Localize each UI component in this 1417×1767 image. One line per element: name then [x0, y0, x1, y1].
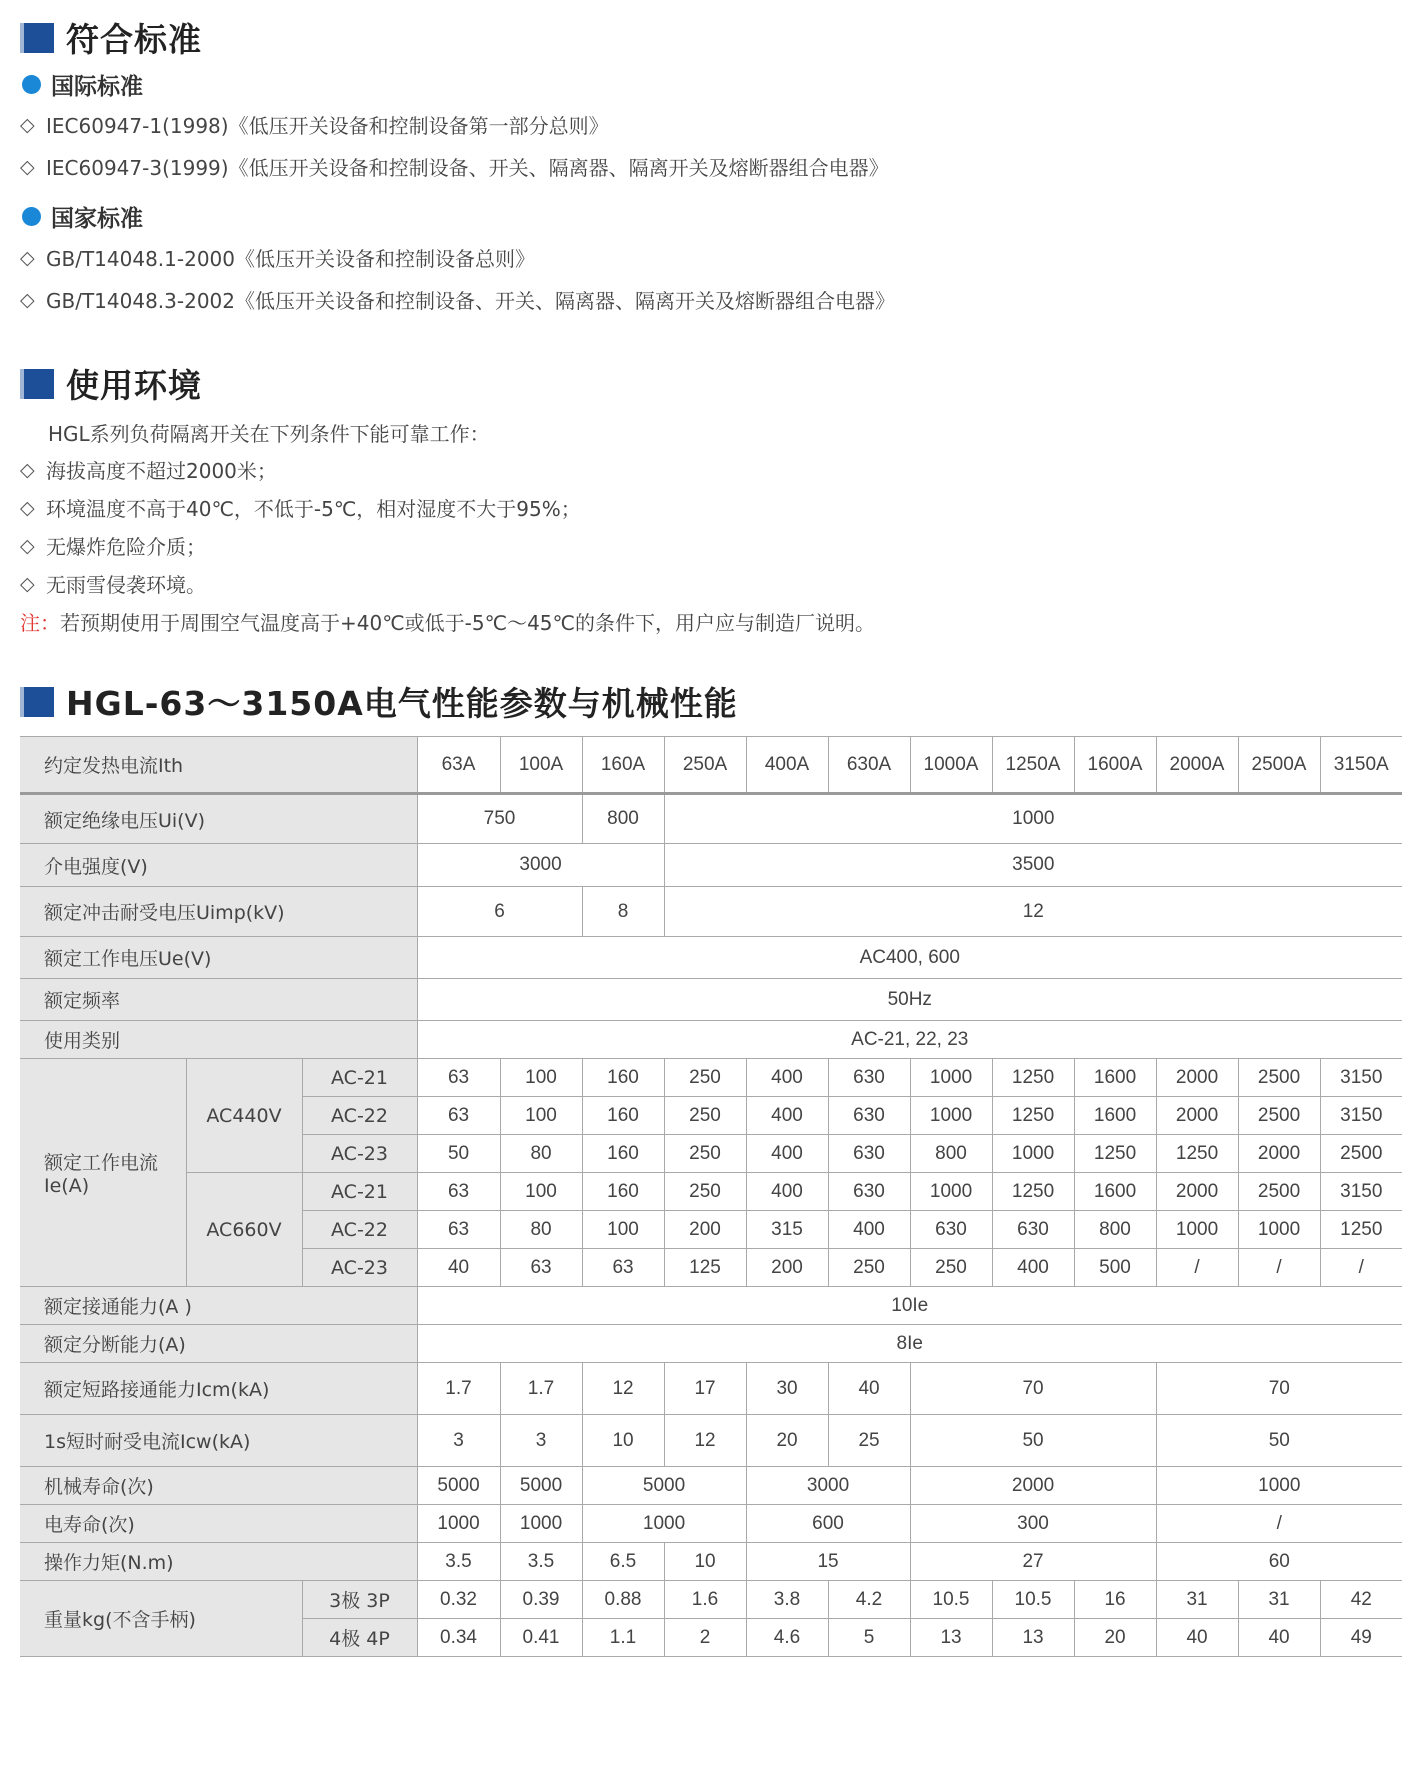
row-label: 操作力矩(N.m) [20, 1543, 417, 1581]
note-label: 注： [20, 611, 60, 635]
table-cell: 80 [500, 1211, 582, 1249]
subheading-national [22, 200, 143, 233]
list-item-text: GB/T14048.1-2000《低压开关设备和控制设备总则》 [46, 247, 535, 271]
row-label: 介电强度(V) [20, 844, 417, 887]
environment-note [20, 607, 875, 636]
section-title: 符合标准 [66, 20, 202, 59]
table-cell: 100A [500, 737, 582, 794]
table-cell: 250 [910, 1249, 992, 1287]
table-cell: 12 [664, 1415, 746, 1467]
table-cell: 630 [828, 1173, 910, 1211]
table-cell: 30 [746, 1363, 828, 1415]
table-cell: 1000 [910, 1097, 992, 1135]
table-cell: 31 [1238, 1581, 1320, 1619]
table-cell: 40 [1238, 1619, 1320, 1657]
table-cell: 3 [500, 1415, 582, 1467]
bullet-dot-icon [22, 75, 41, 94]
category-label: AC-23 [302, 1135, 417, 1173]
table-cell: 1.1 [582, 1619, 664, 1657]
table-cell: 2000 [1156, 1097, 1238, 1135]
table-cell: 1000 [582, 1505, 746, 1543]
table-cell: 2000 [910, 1467, 1156, 1505]
table-cell: 3.8 [746, 1581, 828, 1619]
table-cell: 13 [910, 1619, 992, 1657]
table-cell: 0.34 [417, 1619, 500, 1657]
table-cell: 12 [664, 887, 1402, 937]
table-cell: 5000 [582, 1467, 746, 1505]
table-cell: 3150A [1320, 737, 1402, 794]
row-label: 额定绝缘电压Ui(V) [20, 794, 417, 844]
list-item-text: 无爆炸危险介质； [46, 535, 206, 559]
table-cell: 10.5 [910, 1581, 992, 1619]
table-cell: 50 [910, 1415, 1156, 1467]
table-cell: 1000 [910, 1059, 992, 1097]
table-cell: 2000 [1156, 1059, 1238, 1097]
table-cell: 3000 [417, 844, 664, 887]
table-cell: 250 [828, 1249, 910, 1287]
list-item-text: 海拔高度不超过2000米； [46, 459, 277, 483]
table-row [20, 1363, 1402, 1415]
row-label: 额定分断能力(A) [20, 1325, 417, 1363]
table-cell: 800 [582, 794, 664, 844]
list-item [20, 243, 535, 272]
table-cell: 3.5 [500, 1543, 582, 1581]
table-cell: 2 [664, 1619, 746, 1657]
table-row [20, 1467, 1402, 1505]
table-cell: 3 [417, 1415, 500, 1467]
table-cell: 1000 [1156, 1211, 1238, 1249]
table-cell: 0.39 [500, 1581, 582, 1619]
row-label: 额定短路接通能力Icm(kA) [20, 1363, 417, 1415]
table-cell: / [1238, 1249, 1320, 1287]
list-item-text: GB/T14048.3-2002《低压开关设备和控制设备、开关、隔离器、隔离开关及熔断器组合电器》 [46, 289, 895, 313]
table-cell: 100 [500, 1097, 582, 1135]
table-cell: 1250 [1156, 1135, 1238, 1173]
table-cell: 20 [746, 1415, 828, 1467]
table-cell: 10Ie [417, 1287, 1402, 1325]
table-cell: 20 [1074, 1619, 1156, 1657]
table-cell: 63 [417, 1173, 500, 1211]
table-row [20, 1581, 1402, 1619]
table-cell: 27 [910, 1543, 1156, 1581]
table-cell: 0.88 [582, 1581, 664, 1619]
table-cell: 1000 [664, 794, 1402, 844]
table-row [20, 1287, 1402, 1325]
table-cell: AC-21, 22, 23 [417, 1021, 1402, 1059]
table-cell: / [1156, 1505, 1402, 1543]
subheading-international [22, 68, 143, 101]
table-cell: 100 [582, 1211, 664, 1249]
section-marker-icon [24, 687, 54, 717]
table-cell: 400 [992, 1249, 1074, 1287]
table-cell: 25 [828, 1415, 910, 1467]
performance-table [20, 736, 1402, 1657]
section-heading-standards [20, 14, 202, 61]
table-row [20, 1021, 1402, 1059]
table-cell: 2500 [1238, 1173, 1320, 1211]
voltage-label: AC660V [186, 1173, 302, 1287]
table-cell: 630 [910, 1211, 992, 1249]
table-cell: 3000 [746, 1467, 910, 1505]
table-cell: 250 [664, 1135, 746, 1173]
table-cell: 1000 [500, 1505, 582, 1543]
table-cell: 31 [1156, 1581, 1238, 1619]
table-cell: 400 [746, 1173, 828, 1211]
table-cell: 1600 [1074, 1173, 1156, 1211]
table-cell: 10.5 [992, 1581, 1074, 1619]
table-cell: 40 [828, 1363, 910, 1415]
table-cell: 250A [664, 737, 746, 794]
table-cell: 70 [1156, 1363, 1402, 1415]
table-cell: 1250A [992, 737, 1074, 794]
table-cell: 10 [664, 1543, 746, 1581]
table-row [20, 1325, 1402, 1363]
row-label: 额定工作电流Ie(A) [20, 1059, 186, 1287]
table-cell: 100 [500, 1173, 582, 1211]
subheading-title: 国家标准 [51, 206, 143, 232]
table-cell: 50Hz [417, 979, 1402, 1021]
voltage-label: AC440V [186, 1059, 302, 1173]
diamond-bullet-icon: ◇ [20, 458, 35, 481]
diamond-bullet-icon: ◇ [20, 572, 35, 595]
table-cell: 400A [746, 737, 828, 794]
table-cell: 63 [582, 1249, 664, 1287]
table-cell: 60 [1156, 1543, 1402, 1581]
section-marker-icon [24, 369, 54, 399]
section-marker-icon [24, 23, 54, 53]
pole-label: 3极 3P [302, 1581, 417, 1619]
table-cell: AC400, 600 [417, 937, 1402, 979]
list-item [20, 569, 206, 598]
table-cell: 630 [992, 1211, 1074, 1249]
row-label: 额定频率 [20, 979, 417, 1021]
list-item [20, 152, 889, 181]
table-cell: 1600A [1074, 737, 1156, 794]
table-cell: 2500 [1320, 1135, 1402, 1173]
table-row [20, 1505, 1402, 1543]
section-title: HGL-63～3150A电气性能参数与机械性能 [66, 684, 738, 723]
table-row [20, 1415, 1402, 1467]
table-cell: 12 [582, 1363, 664, 1415]
table-cell: 42 [1320, 1581, 1402, 1619]
note-text: 若预期使用于周围空气温度高于+40℃或低于-5℃～45℃的条件下，用户应与制造厂说明。 [60, 611, 875, 635]
table-row [20, 1173, 1402, 1211]
table-cell: 630 [828, 1135, 910, 1173]
table-cell: 630A [828, 737, 910, 794]
table-cell: 80 [500, 1135, 582, 1173]
table-row [20, 887, 1402, 937]
table-cell: 3150 [1320, 1059, 1402, 1097]
table-cell: 800 [1074, 1211, 1156, 1249]
table-cell: 2000 [1156, 1173, 1238, 1211]
table-row [20, 844, 1402, 887]
list-item [20, 110, 609, 139]
table-cell: 630 [828, 1097, 910, 1135]
table-cell: 1600 [1074, 1097, 1156, 1135]
table-cell: 70 [910, 1363, 1156, 1415]
table-cell: 1000A [910, 737, 992, 794]
table-cell: 1.7 [500, 1363, 582, 1415]
table-cell: 3.5 [417, 1543, 500, 1581]
table-cell: 250 [664, 1173, 746, 1211]
table-cell: 125 [664, 1249, 746, 1287]
table-cell: 2500A [1238, 737, 1320, 794]
table-cell: 500 [1074, 1249, 1156, 1287]
diamond-bullet-icon: ◇ [20, 534, 35, 557]
table-cell: 630 [828, 1059, 910, 1097]
row-label: 额定冲击耐受电压Uimp(kV) [20, 887, 417, 937]
table-cell: 600 [746, 1505, 910, 1543]
table-cell: 63 [500, 1249, 582, 1287]
table-cell: 400 [746, 1059, 828, 1097]
category-label: AC-22 [302, 1097, 417, 1135]
table-cell: 2500 [1238, 1059, 1320, 1097]
table-cell: 400 [746, 1135, 828, 1173]
list-item-text: 无雨雪侵袭环境。 [46, 573, 206, 597]
subheading-title: 国际标准 [51, 74, 143, 100]
row-label: 机械寿命(次) [20, 1467, 417, 1505]
table-cell: 1000 [1238, 1211, 1320, 1249]
table-cell: 400 [746, 1097, 828, 1135]
list-item [20, 531, 206, 560]
table-cell: 160 [582, 1097, 664, 1135]
table-cell: 1250 [992, 1059, 1074, 1097]
table-cell: 1000 [992, 1135, 1074, 1173]
table-cell: 1250 [992, 1173, 1074, 1211]
table-cell: 160A [582, 737, 664, 794]
table-cell: 5000 [417, 1467, 500, 1505]
table-cell: 63 [417, 1059, 500, 1097]
table-cell: 0.41 [500, 1619, 582, 1657]
table-cell: 40 [1156, 1619, 1238, 1657]
table-cell: 315 [746, 1211, 828, 1249]
category-label: AC-21 [302, 1059, 417, 1097]
table-cell: 6 [417, 887, 582, 937]
table-cell: 17 [664, 1363, 746, 1415]
diamond-bullet-icon: ◇ [20, 155, 35, 178]
table-cell: 1.6 [664, 1581, 746, 1619]
table-cell: 1250 [1320, 1211, 1402, 1249]
table-cell: 63 [417, 1097, 500, 1135]
list-item-text: 环境温度不高于40℃，不低于-5℃，相对湿度不大于95%； [46, 497, 581, 521]
table-cell: 300 [910, 1505, 1156, 1543]
table-cell: 50 [417, 1135, 500, 1173]
row-label: 额定工作电压Ue(V) [20, 937, 417, 979]
table-cell: 63A [417, 737, 500, 794]
table-cell: 16 [1074, 1581, 1156, 1619]
table-cell: 40 [417, 1249, 500, 1287]
list-item [20, 285, 895, 314]
table-cell: 400 [828, 1211, 910, 1249]
table-cell: 1000 [1156, 1467, 1402, 1505]
table-cell: 5000 [500, 1467, 582, 1505]
row-label: 使用类别 [20, 1021, 417, 1059]
row-label: 电寿命(次) [20, 1505, 417, 1543]
diamond-bullet-icon: ◇ [20, 113, 35, 136]
list-item-text: IEC60947-1(1998)《低压开关设备和控制设备第一部分总则》 [46, 114, 609, 138]
table-cell: 250 [664, 1059, 746, 1097]
table-cell: 3150 [1320, 1097, 1402, 1135]
category-label: AC-22 [302, 1211, 417, 1249]
table-cell: 49 [1320, 1619, 1402, 1657]
table-cell: 3150 [1320, 1173, 1402, 1211]
table-cell: 10 [582, 1415, 664, 1467]
table-cell: / [1156, 1249, 1238, 1287]
list-item [20, 455, 277, 484]
table-cell: 2000 [1238, 1135, 1320, 1173]
table-cell: 3500 [664, 844, 1402, 887]
table-cell: 1000 [417, 1505, 500, 1543]
table-cell: 4.2 [828, 1581, 910, 1619]
table-cell: 8Ie [417, 1325, 1402, 1363]
table-cell: 1600 [1074, 1059, 1156, 1097]
table-cell: 50 [1156, 1415, 1402, 1467]
diamond-bullet-icon: ◇ [20, 246, 35, 269]
table-cell: 1250 [992, 1097, 1074, 1135]
row-label: 重量kg(不含手柄) [20, 1581, 302, 1657]
table-cell: 13 [992, 1619, 1074, 1657]
section-title: 使用环境 [66, 366, 202, 405]
table-cell: 2500 [1238, 1097, 1320, 1135]
table-cell: 1000 [910, 1173, 992, 1211]
table-cell: 160 [582, 1135, 664, 1173]
table-cell: 1.7 [417, 1363, 500, 1415]
table-row [20, 1059, 1402, 1097]
bullet-dot-icon [22, 207, 41, 226]
table-cell: 1250 [1074, 1135, 1156, 1173]
table-cell: 750 [417, 794, 582, 844]
table-cell: 200 [664, 1211, 746, 1249]
list-item-text: IEC60947-3(1999)《低压开关设备和控制设备、开关、隔离器、隔离开关及熔断器组合电器》 [46, 156, 889, 180]
row-label: 约定发热电流Ith [20, 737, 417, 794]
row-label: 1s短时耐受电流Icw(kA) [20, 1415, 417, 1467]
table-row [20, 737, 1402, 794]
table-cell: 160 [582, 1059, 664, 1097]
list-item [20, 493, 581, 522]
table-cell: 250 [664, 1097, 746, 1135]
environment-intro: HGL系列负荷隔离开关在下列条件下能可靠工作： [48, 422, 490, 446]
table-row [20, 979, 1402, 1021]
row-label: 额定接通能力(A ) [20, 1287, 417, 1325]
table-cell: 6.5 [582, 1543, 664, 1581]
table-cell: / [1320, 1249, 1402, 1287]
table-row [20, 1543, 1402, 1581]
table-cell: 8 [582, 887, 664, 937]
table-cell: 2000A [1156, 737, 1238, 794]
category-label: AC-23 [302, 1249, 417, 1287]
table-row [20, 794, 1402, 844]
category-label: AC-21 [302, 1173, 417, 1211]
diamond-bullet-icon: ◇ [20, 496, 35, 519]
section-heading-performance [20, 678, 738, 725]
pole-label: 4极 4P [302, 1619, 417, 1657]
table-cell: 100 [500, 1059, 582, 1097]
section-heading-environment [20, 360, 202, 407]
table-cell: 4.6 [746, 1619, 828, 1657]
table-cell: 800 [910, 1135, 992, 1173]
table-cell: 200 [746, 1249, 828, 1287]
table-row [20, 937, 1402, 979]
table-cell: 0.32 [417, 1581, 500, 1619]
table-cell: 63 [417, 1211, 500, 1249]
table-cell: 15 [746, 1543, 910, 1581]
diamond-bullet-icon: ◇ [20, 288, 35, 311]
table-cell: 160 [582, 1173, 664, 1211]
table-cell: 5 [828, 1619, 910, 1657]
